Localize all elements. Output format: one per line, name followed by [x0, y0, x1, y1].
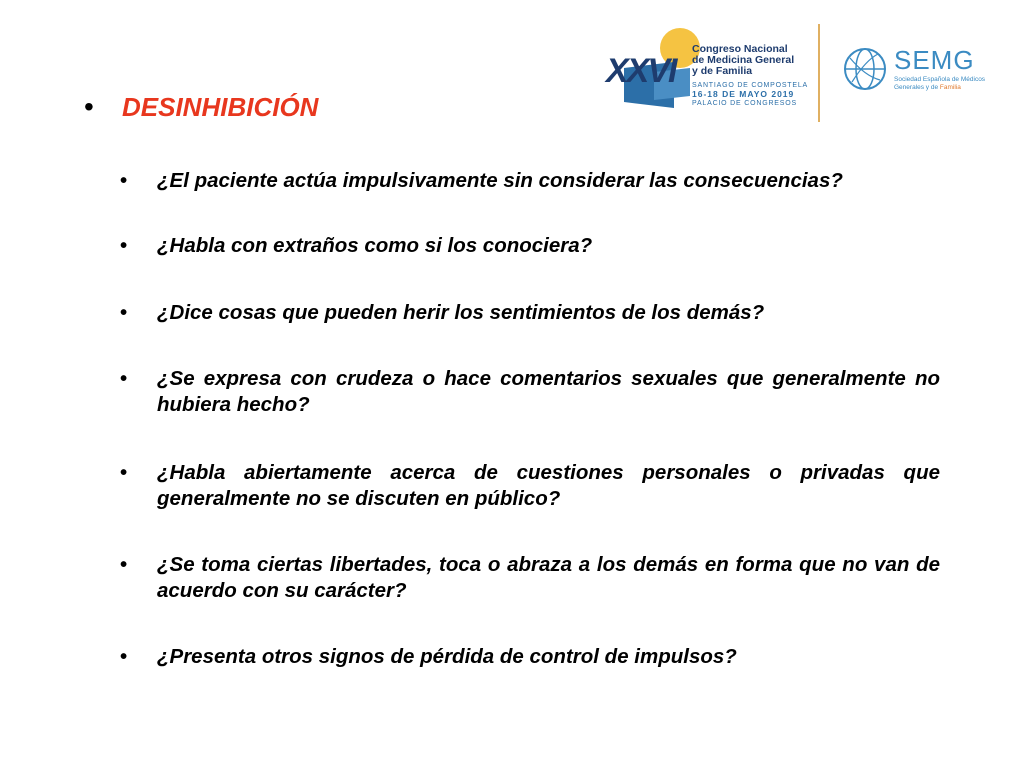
congress-name-line: Congreso Nacional: [692, 43, 788, 55]
congress-dates: 16-18 DE MAYO 2019: [692, 89, 795, 99]
bullet: •: [120, 234, 128, 257]
list-item-text: ¿El paciente actúa impulsivamente sin considerar las consecuencias?: [157, 169, 843, 192]
society-subtitle: [894, 76, 985, 92]
list-item-text: ¿Dice cosas que pueden herir los sentimientos de los demás?: [157, 301, 765, 324]
list-item: [120, 366, 940, 418]
congress-venue: PALACIO DE CONGRESOS: [692, 100, 797, 107]
society-subtitle-prefix: Generales y de: [894, 84, 940, 91]
section-heading: [84, 92, 318, 122]
list-item: [120, 233, 940, 259]
list-item: [120, 552, 940, 604]
congress-name-line: y de Familia: [692, 65, 753, 77]
congress-numeral: XXVI: [606, 52, 676, 90]
congress-logo: [602, 22, 809, 122]
society-title: SEMG: [894, 45, 975, 75]
society-logo: [840, 44, 986, 104]
congress-location: SANTIAGO DE COMPOSTELA: [692, 82, 809, 89]
globe-icon: [842, 46, 888, 92]
list-item-text: ¿Se expresa con crudeza o hace comentarios sexuales que generalmente no hubiera hecho?: [157, 367, 940, 416]
bullet: •: [120, 301, 128, 324]
list-item: [120, 300, 940, 326]
bullet: •: [120, 367, 128, 390]
bullet: •: [120, 645, 128, 668]
list-item-text: ¿Habla con extraños como si los conociera?: [157, 234, 593, 257]
list-item: [120, 644, 940, 670]
list-item: [120, 460, 940, 512]
list-item-text: ¿Habla abiertamente acerca de cuestiones personales o privadas que generalmente no se discuten en público?: [157, 461, 940, 510]
heading-title: DESINHIBICIÓN: [122, 92, 319, 122]
congress-name-line: de Medicina General: [692, 54, 795, 66]
congress-name: [692, 44, 794, 77]
question-list: [120, 168, 940, 670]
heading-bullet: •: [84, 91, 94, 122]
congress-details: [692, 81, 808, 108]
bullet: •: [120, 169, 128, 192]
list-item: [120, 168, 940, 194]
bullet: •: [120, 553, 128, 576]
society-subtitle-line1: Sociedad Española de Médicos: [894, 76, 986, 83]
society-subtitle-line2: [894, 84, 985, 92]
logo-divider: [818, 24, 820, 122]
society-subtitle-accent: Familia: [939, 84, 961, 91]
bullet: •: [120, 461, 128, 484]
list-item-text: ¿Se toma ciertas libertades, toca o abraza a los demás en forma que no van de acuerdo con su carácter?: [157, 553, 940, 602]
list-item-text: ¿Presenta otros signos de pérdida de control de impulsos?: [157, 645, 737, 668]
